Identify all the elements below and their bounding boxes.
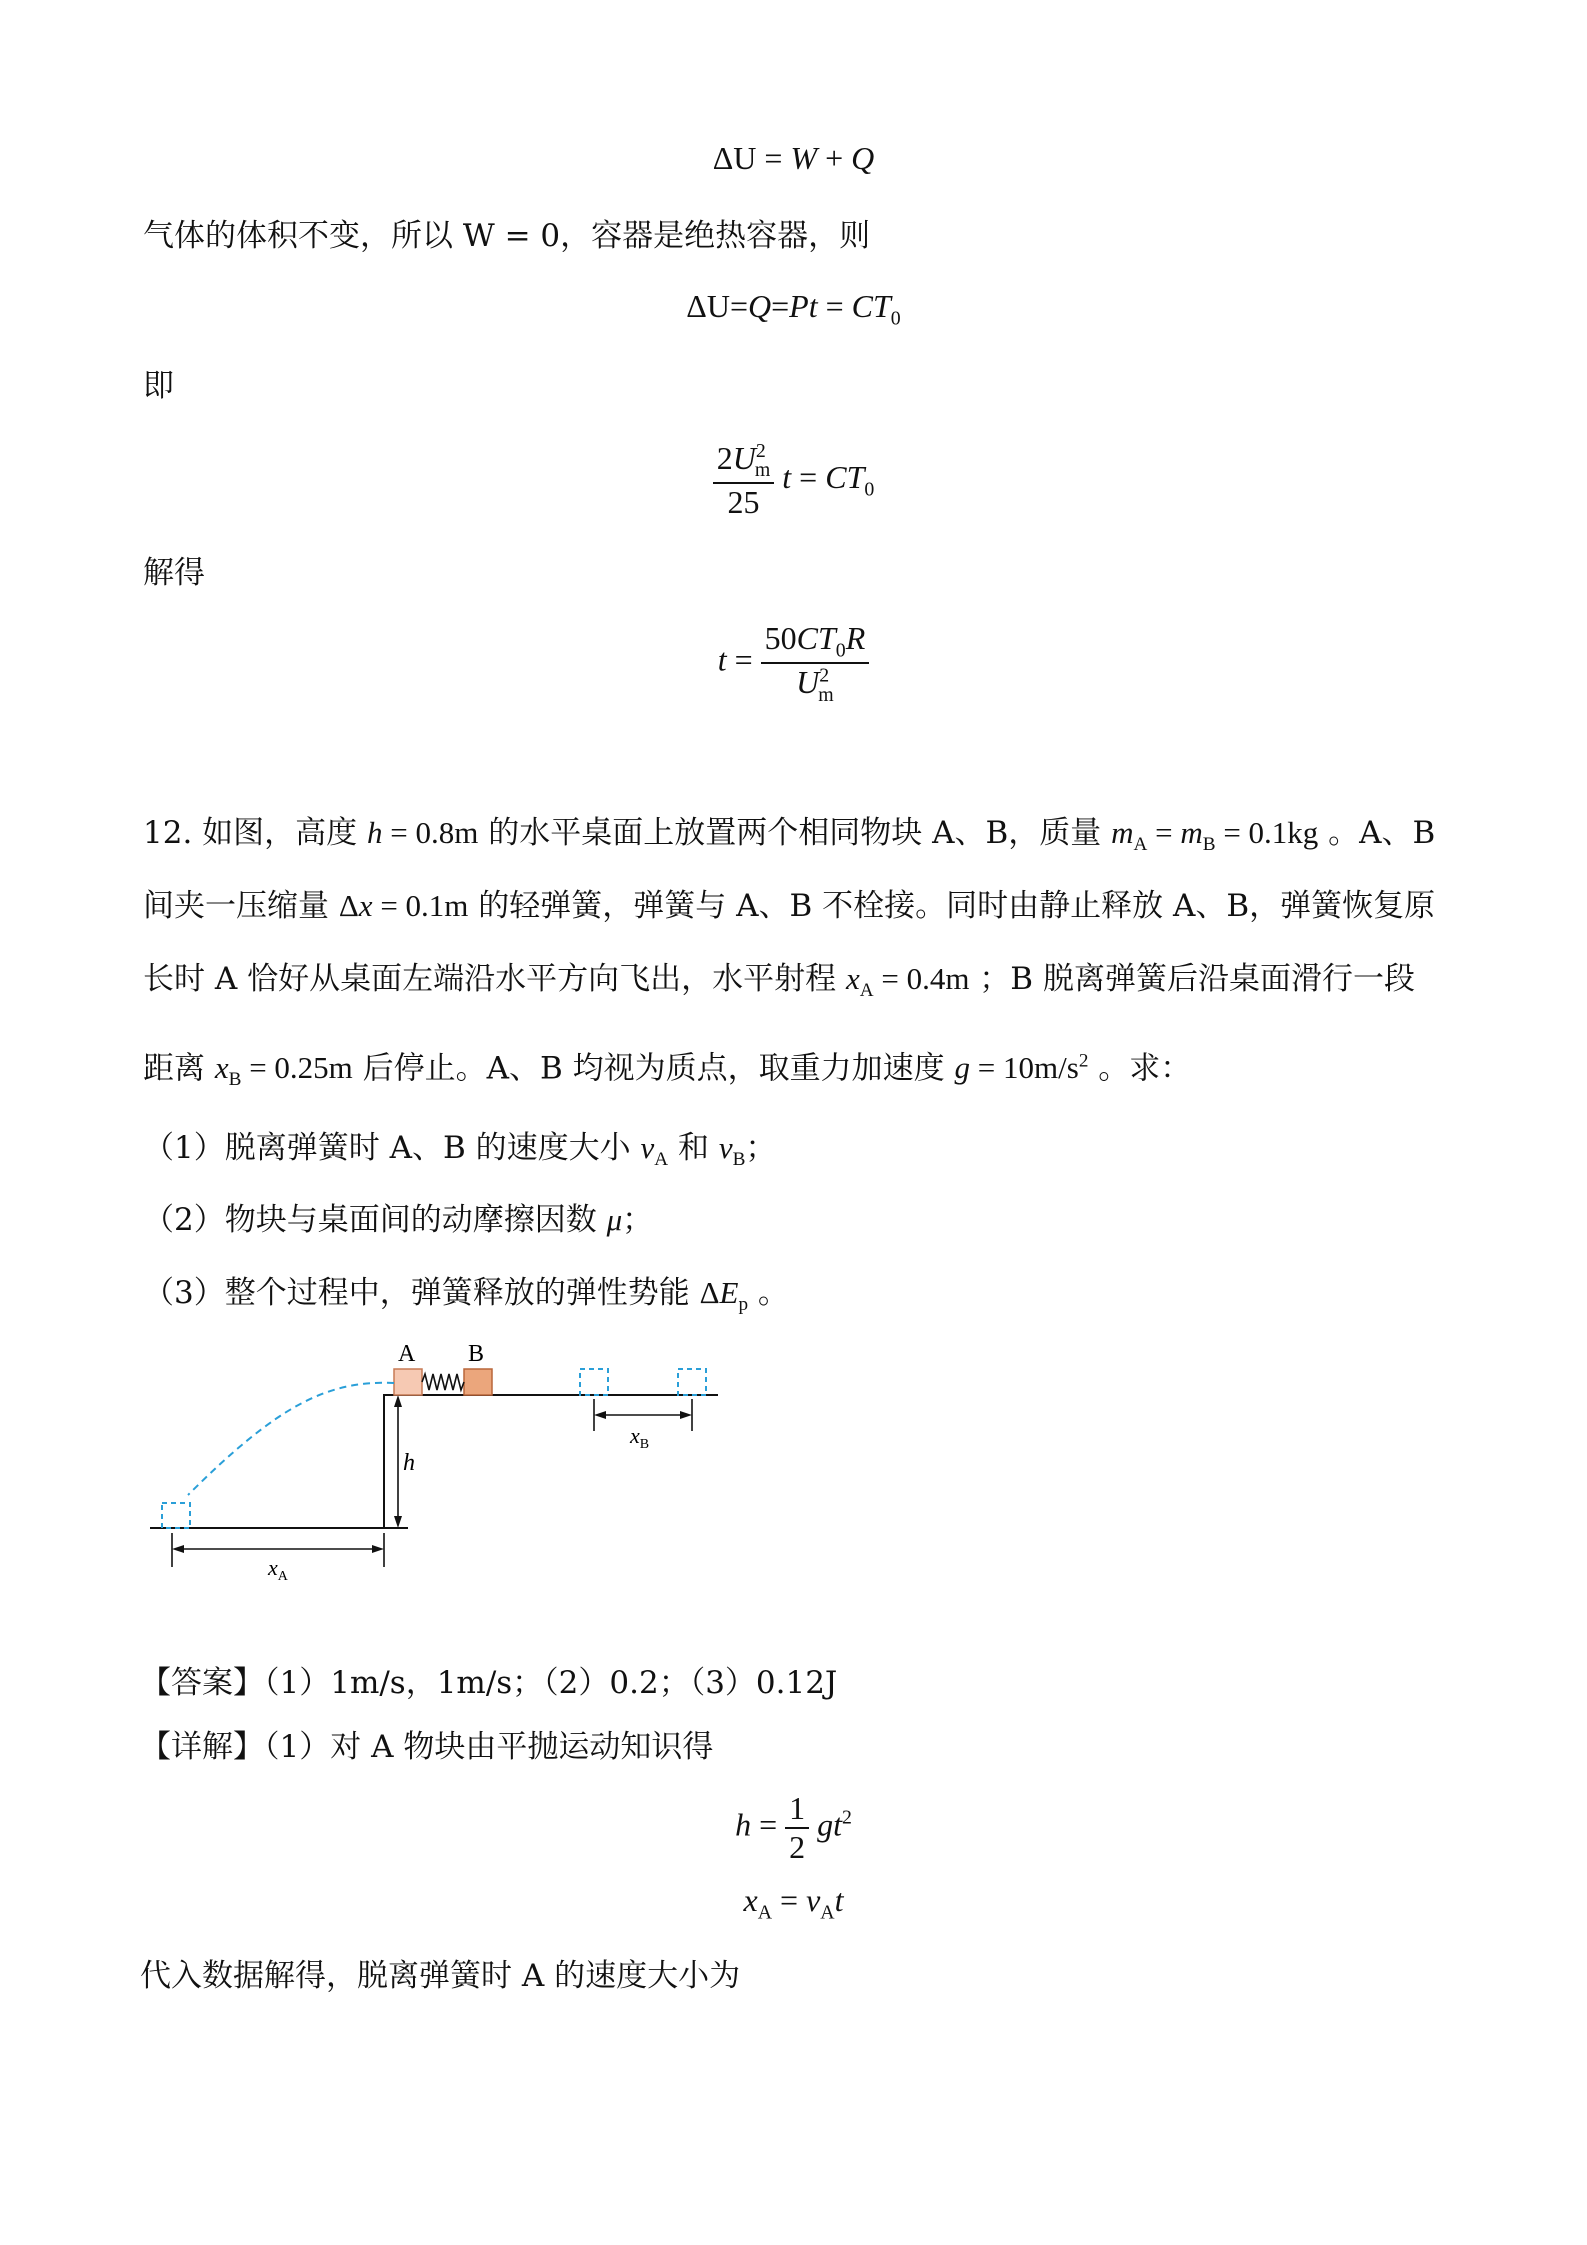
equation-horizontal: $x_A = v_At$ — [743, 1882, 844, 1924]
block-b-stop-position — [678, 1369, 706, 1395]
h-arrow-top — [394, 1395, 402, 1407]
question-line-3: 长时 A 恰好从桌面左端沿水平方向飞出，水平射程 $x_A = 0.4m$ ；B 脱离弹簧后沿桌面滑行一段 — [143, 961, 1415, 1002]
label-xb: $x_B$ — [630, 1423, 650, 1452]
text-jiede: 解得 — [143, 555, 205, 591]
answer-text: （1）1m/s，1m/s；（2）0.2；（3）0.12J — [264, 1665, 838, 1701]
xb-arrow-left — [594, 1411, 606, 1419]
equation-free-fall: h = $\frac{1}{2}$ $gt^2$ — [735, 1790, 852, 1865]
block-b — [464, 1369, 492, 1395]
xa-arrow-left — [172, 1545, 184, 1553]
detail-line — [140, 1724, 713, 1770]
text-volume-constant: 气体的体积不变，所以 W = 0，容器是绝热容器，则 — [143, 218, 871, 254]
answer-line — [140, 1660, 837, 1706]
question-line-4: 距离 $x_B = 0.25m$ 后停止。A、B 均视为质点，取重力加速度 $g = 10m/s^2$ 。求： — [143, 1050, 1192, 1091]
equation-energy: $\Delta U=Q=Pt = CT_0$ — [686, 288, 901, 330]
trajectory-dashed — [188, 1383, 394, 1495]
question-number: 12. — [143, 815, 193, 851]
question-part-1: （1）脱离弹簧时 A、B 的速度大小 $v_A$ 和 $v_B$； — [143, 1130, 777, 1171]
label-b: B — [468, 1341, 485, 1367]
h-arrow-bottom — [394, 1516, 402, 1528]
equation-first-law: ΔU = W + Q — [712, 140, 875, 176]
spring — [422, 1374, 464, 1390]
block-b-start-position — [580, 1369, 608, 1395]
answer-label: 【答案】 — [140, 1665, 264, 1701]
question-part-3: （3）整个过程中，弹簧释放的弹性势能 $\Delta E_p$ 。 — [143, 1275, 789, 1316]
question-line-1: 12. 如图，高度 h = 0.8m 的水平桌面上放置两个相同物块 A、B，质量 $m_A = m_B = 0.1kg$ 。A、B — [143, 815, 1436, 856]
xa-arrow-right — [372, 1545, 384, 1553]
equation-fraction-um: $\frac{2U^2_m}{25}$ $t = CT_0$ — [0, 440, 1587, 521]
detail-label: 【详解】 — [140, 1729, 264, 1765]
label-h: h — [403, 1450, 415, 1476]
block-a-landed — [162, 1503, 190, 1528]
detail-text: （1）对 A 物块由平抛运动知识得 — [264, 1729, 714, 1765]
label-a: A — [398, 1341, 416, 1367]
equation-solve-t: t = $\frac{50CT_0R}{U^2_m}$ — [0, 620, 1587, 707]
label-xa: $x_A$ — [268, 1555, 288, 1584]
text-ji: 即 — [143, 368, 174, 404]
text-substitute: 代入数据解得，脱离弹簧时 A 的速度大小为 — [140, 1958, 741, 1994]
xb-arrow-right — [680, 1411, 692, 1419]
question-line-2: 间夹一压缩量 Δx = 0.1m 的轻弹簧，弹簧与 A、B 不栓接。同时由静止释放 A、B，弹簧恢复原 — [143, 888, 1436, 924]
block-a — [394, 1369, 422, 1395]
question-part-2: （2）物块与桌面间的动摩擦因数 μ； — [143, 1202, 654, 1238]
physics-diagram — [148, 1335, 728, 1585]
